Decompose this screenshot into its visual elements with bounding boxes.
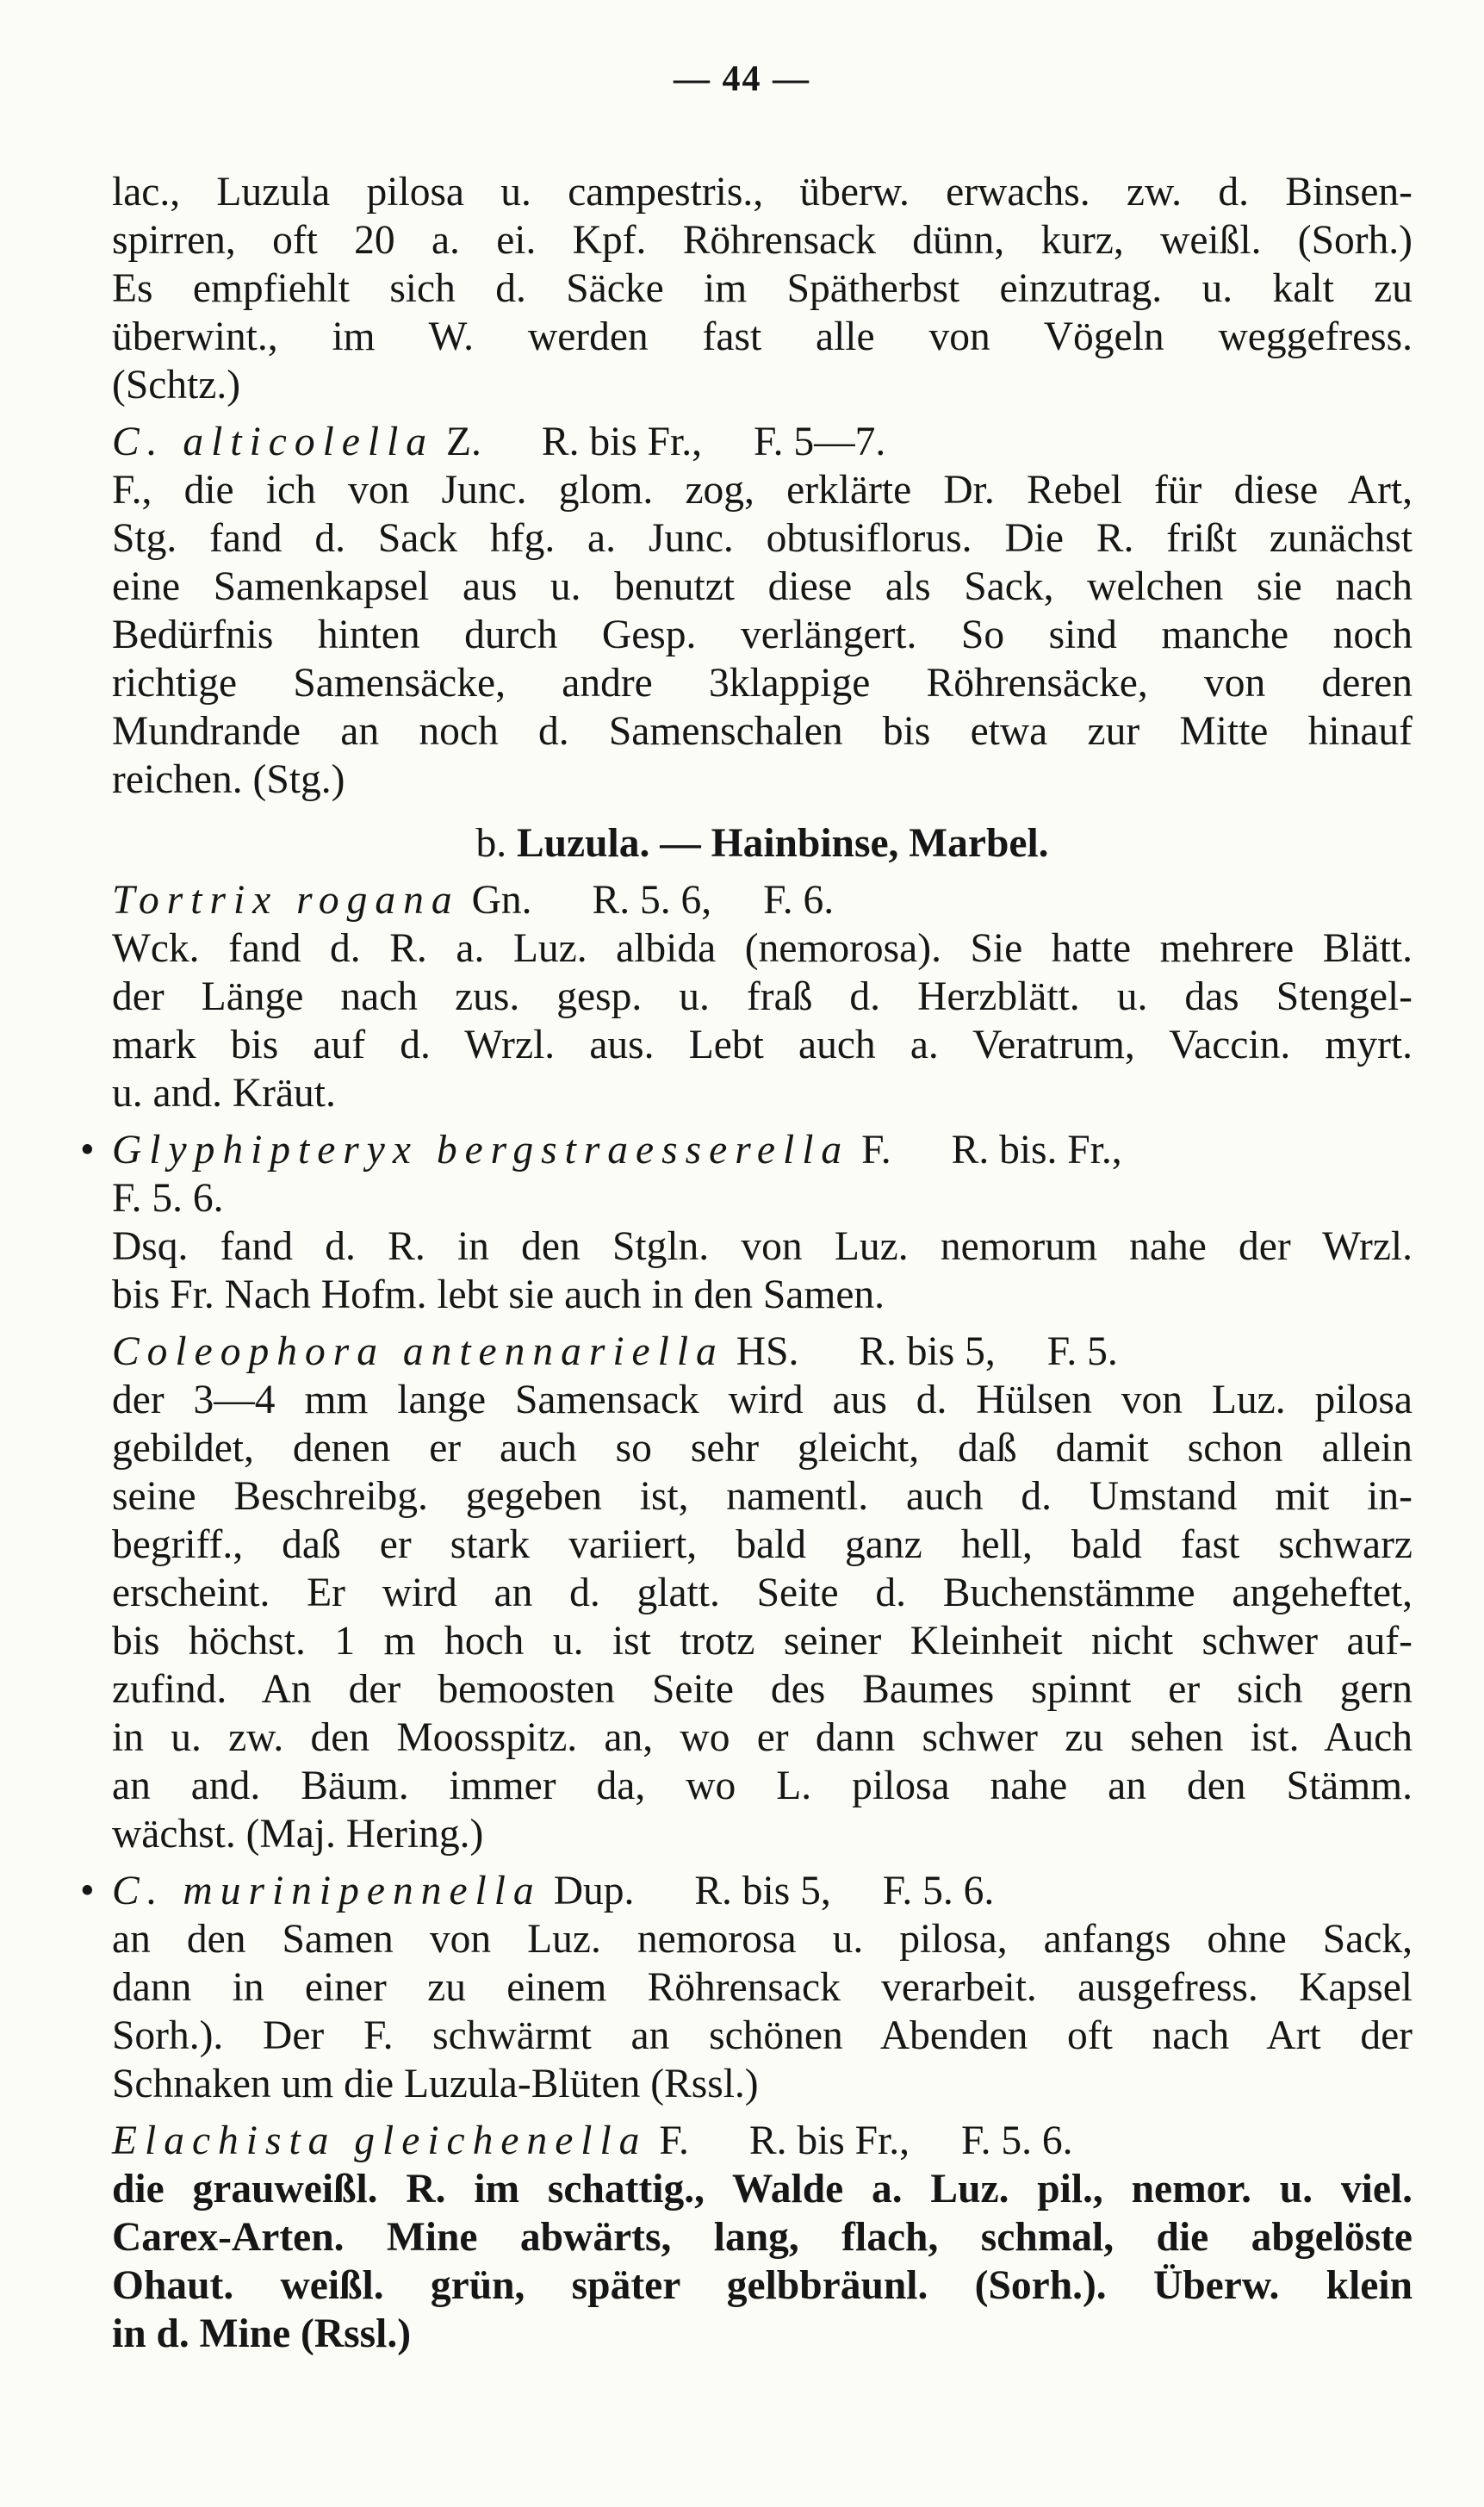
text-line: mark bis auf d. Wrzl. aus. Lebt auch a. Veratrum, Vaccin. myrt. xyxy=(112,1023,1413,1067)
text-line: Sorh.). Der F. schwärmt an schönen Abenden oft nach Art der xyxy=(112,2013,1413,2058)
text-line: Carex-Arten. Mine abwärts, lang, flach, schmal, die abgelöste xyxy=(112,2215,1413,2260)
text-line: richtige Samensäcke, andre 3klappige Röhrensäcke, von deren xyxy=(112,661,1413,706)
species-entry xyxy=(112,1328,1413,1376)
text-line: Stg. fand d. Sack hfg. a. Junc. obtusiflorus. Die R. frißt zunächst xyxy=(112,516,1413,561)
text-line: Es empfiehlt sich d. Säcke im Spätherbst einzutrag. u. kalt zu xyxy=(112,266,1413,311)
species-name: Tortrix rogana xyxy=(112,878,460,923)
larva-period: R. bis. Fr., xyxy=(951,1128,1122,1173)
text-line: seine Beschreibg. gegeben ist, namentl. auch d. Umstand mit in- xyxy=(112,1474,1413,1519)
species-name: C. alticolella xyxy=(112,420,435,464)
text-line: in d. Mine (Rssl.) xyxy=(112,2311,412,2356)
bullet-marker: • xyxy=(81,1130,94,1170)
text-paragraph xyxy=(112,168,1413,409)
text-line: der 3—4 mm lange Samensack wird aus d. Hülsen von Luz. pilosa xyxy=(112,1378,1413,1422)
text-line: Ohaut. weißl. grün, später gelbbräunl. (Sorh.). Überw. klein xyxy=(112,2263,1413,2308)
text-line: in u. zw. den Moosspitz. an, wo er dann schwer zu sehen ist. Auch xyxy=(112,1715,1413,1760)
text-line: überwint., im W. werden fast alle von Vögeln weggefress. xyxy=(112,314,1413,359)
text-line: Wck. fand d. R. a. Luz. albida (nemorosa). Sie hatte mehrere Blätt. xyxy=(112,926,1413,971)
larva-period: R. bis 5, xyxy=(859,1329,996,1374)
text-line: eine Samenkapsel aus u. benutzt diese als Sack, welchen sie nach xyxy=(112,564,1413,609)
flight-period: F. 5. 6. xyxy=(961,2118,1073,2163)
page-number: — 44 — xyxy=(674,59,810,99)
flight-period: F. 5—7. xyxy=(754,420,886,464)
flight-period: F. 5. 6. xyxy=(882,1869,995,1913)
species-author: F. xyxy=(659,2118,689,2163)
text-paragraph xyxy=(112,2165,1413,2358)
text-line: der Länge nach zus. gesp. u. fraß d. Herzblätt. u. das Stengel- xyxy=(112,974,1413,1019)
text-line: Schnaken um die Luzula-Blüten (Rssl.) xyxy=(112,2062,759,2106)
species-name: C. murinipennella xyxy=(112,1869,542,1913)
text-paragraph xyxy=(112,1222,1413,1319)
larva-period: R. bis Fr., xyxy=(748,2118,910,2163)
flight-period: F. 6. xyxy=(763,878,835,923)
species-entry xyxy=(81,1867,1413,1915)
text-line: bis höchst. 1 m hoch u. ist trotz seiner Kleinheit nicht schwer auf- xyxy=(112,1619,1413,1664)
text-line: F., die ich von Junc. glom. zog, erklärte Dr. Rebel für diese Art, xyxy=(112,468,1413,513)
text-line: (Schtz.) xyxy=(112,363,241,407)
species-entry xyxy=(112,2117,1413,2165)
text-line: reichen. (Stg.) xyxy=(112,757,345,802)
text-paragraph xyxy=(112,1376,1413,1858)
text-line: wächst. (Maj. Hering.) xyxy=(112,1812,484,1857)
entry-continuation: F. 5. 6. xyxy=(112,1176,224,1221)
larva-period: R. 5. 6, xyxy=(592,878,712,923)
species-author: Dup. xyxy=(553,1869,635,1913)
species-author: F. xyxy=(861,1128,891,1173)
species-entry xyxy=(112,876,1413,924)
text-paragraph xyxy=(112,924,1413,1117)
section-title: Luzula. — Hainbinse, Marbel. xyxy=(516,821,1049,866)
species-name: Glyphipteryx bergstraesserella xyxy=(112,1128,850,1173)
text-line: an den Samen von Luz. nemorosa u. pilosa, anfangs ohne Sack, xyxy=(112,1917,1413,1962)
text-line: an and. Bäum. immer da, wo L. pilosa nahe an den Stämm. xyxy=(112,1764,1413,1808)
species-name: Elachista gleichenella xyxy=(112,2118,648,2163)
larva-period: R. bis Fr., xyxy=(541,420,703,464)
bullet-marker: • xyxy=(81,1871,94,1911)
section-letter: b. xyxy=(475,821,507,866)
text-line: u. and. Kräut. xyxy=(112,1071,336,1116)
page-body xyxy=(81,168,1413,2358)
text-line: begriff., daß er stark variiert, bald ganz hell, bald fast schwarz xyxy=(112,1522,1413,1567)
species-author: HS. xyxy=(736,1329,799,1374)
species-author: Z. xyxy=(446,420,481,464)
text-line: erscheint. Er wird an d. glatt. Seite d. Buchenstämme angeheftet, xyxy=(112,1571,1413,1615)
text-paragraph xyxy=(112,466,1413,804)
section-heading xyxy=(112,819,1413,868)
text-line: Dsq. fand d. R. in den Stgln. von Luz. nemorum nahe der Wrzl. xyxy=(112,1224,1413,1269)
text-line: Bedürfnis hinten durch Gesp. verlängert. So sind manche noch xyxy=(112,613,1413,657)
text-line: gebildet, denen er auch so sehr gleicht, daß damit schon allein xyxy=(112,1426,1413,1471)
text-line: lac., Luzula pilosa u. campestris., überw. erwachs. zw. d. Binsen- xyxy=(112,170,1413,215)
text-line: Mundrande an noch d. Samenschalen bis etwa zur Mitte hinauf xyxy=(112,709,1413,754)
text-paragraph xyxy=(112,1915,1413,2108)
text-line: dann in einer zu einem Röhrensack verarbeit. ausgefress. Kapsel xyxy=(112,1965,1413,2010)
text-line: bis Fr. Nach Hofm. lebt sie auch in den Samen. xyxy=(112,1272,885,1317)
species-entry xyxy=(112,418,1413,466)
species-name: Coleophora antennariella xyxy=(112,1329,724,1374)
species-entry xyxy=(81,1126,1413,1174)
larva-period: R. bis 5, xyxy=(694,1869,831,1913)
species-author: Gn. xyxy=(471,878,532,923)
text-line: zufind. An der bemoosten Seite des Baumes spinnt er sich gern xyxy=(112,1667,1413,1712)
flight-period: F. 5. xyxy=(1046,1329,1118,1374)
text-line: die grauweißl. R. im schattig., Walde a. Luz. pil., nemor. u. viel. xyxy=(112,2167,1413,2212)
text-line: spirren, oft 20 a. ei. Kpf. Röhrensack dünn, kurz, weißl. (Sorh.) xyxy=(112,218,1413,263)
